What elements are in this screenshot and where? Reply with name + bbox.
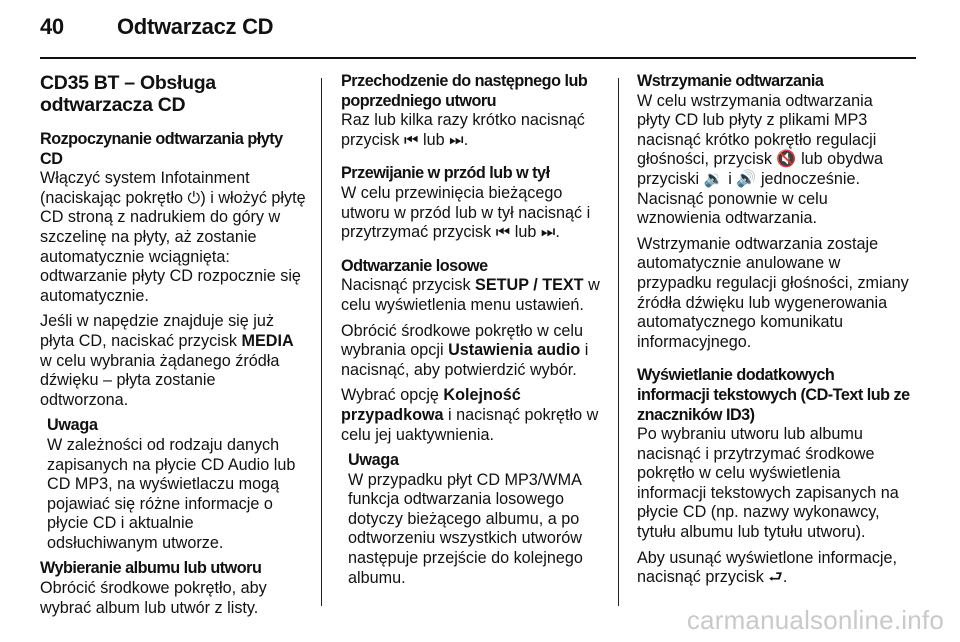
seek-text: W celu przewinięcia bieżącego utworu w przód lub w tył nacisnąć i przytrzymać przycisk ⏮ lub ⏭.: [341, 183, 591, 242]
pause-text: W celu wstrzymania odtwarzania płyty CD lub płyty z plikami MP3 nacisnąć krótko pokrętło regulacji głośności, przycisk 🔇 lub obydwa przyciski 🔉 i 🔊 jednocześnie. Nacisnąć ponownie w celu wznowienia odtwarzania.: [637, 91, 883, 228]
note-random-mp3: [348, 451, 609, 588]
next-track-text: Raz lub kilka razy krótko nacisnąć przycisk ⏮ lub ⏭.: [341, 111, 585, 149]
random-step-1: Nacisnąć przycisk SETUP / TEXT w celu wyświetlenia menu ustawień.: [341, 276, 600, 314]
pause-section: [637, 72, 910, 352]
album-select-heading: Wybieranie albumu lub utworu: [40, 559, 262, 578]
random-order-label: Kolejność przypadkowa: [341, 386, 521, 424]
media-button-label: MEDIA: [241, 331, 294, 350]
note-text: W przypadku płyt CD MP3/WMA funkcja odtwarzania losowego dotyczy bieżącego albumu, a po odtworzeniu wszystkich utworów następuje przejście do kolejnego albumu.: [348, 470, 583, 587]
column-divider-2: [618, 78, 619, 606]
pause-heading: Wstrzymanie odtwarzania: [637, 72, 824, 90]
section-title: CD35 BT – Obsługa odtwarzacza CD: [40, 72, 216, 116]
note-title: Uwaga: [348, 451, 399, 470]
page-header: [40, 14, 916, 52]
column-middle: [341, 72, 609, 594]
seek-heading: Przewijanie w przód lub w tył: [341, 164, 550, 183]
text-info-text: Po wybraniu utworu lub albumu nacisnąć i przytrzymać środkowe pokrętło w celu wyświetlenia informacji tekstowych zapisanych na płycie CD (np. nazwy wykonawcy, tytułu albumu lub tytułu utworu).: [637, 425, 899, 542]
pause-cancel-text: Wstrzymanie odtwarzania zostaje automatycznie anulowane w przypadku regulacji głośności, zmiany źródła dźwięku lub wygenerowania automatycznego komunikatu informacyjnego.: [637, 234, 909, 351]
audio-settings-label: Ustawienia audio: [448, 341, 581, 360]
start-playback-heading: Rozpoczynanie odtwarzania płyty CD: [40, 130, 283, 168]
note-text: W zależności od rodzaju danych zapisanych na płycie CD Audio lub CD MP3, na wyświetlaczu mogą pojawiać się różne informacje o płycie CD i aktualnie odsłuchiwanym utworze.: [47, 435, 296, 552]
chapter-title: Odtwarzacz CD: [117, 14, 274, 39]
start-playback-text: Włączyć system Infotainment (naciskając pokrętło ⏻) i włożyć płytę CD stroną z nadrukiem do góry w szczelinę na płyty, aż zostanie automatycznie wciągnięta: odtwarzanie płyty CD rozpocznie się automatycznie.: [40, 169, 306, 305]
text-info-section: [637, 366, 910, 588]
random-step-3: Wybrać opcję Kolejność przypadkowa i nacisnąć pokrętło w celu jej uaktywnienia.: [341, 386, 599, 444]
random-play-section: [341, 257, 609, 445]
column-right: [637, 72, 910, 602]
text-info-remove-text: Aby usunąć wyświetlone informacje, nacisnąć przycisk ⮐.: [637, 548, 898, 587]
page-number: 40: [40, 14, 64, 39]
note-cd-info: [47, 416, 308, 553]
media-button-text: Jeśli w napędzie znajduje się już płyta CD, naciskać przycisk MEDIA w celu wybrania żądanego źródła dźwięku – płyta zostanie odtworzona.: [40, 312, 294, 409]
column-divider-1: [321, 78, 322, 606]
watermark: carmanualsonline.info: [686, 605, 944, 635]
random-play-heading: Odtwarzanie losowe: [341, 256, 488, 275]
header-rule: [40, 57, 916, 59]
album-select-section: [40, 559, 308, 618]
seek-section: [341, 164, 609, 242]
text-info-heading: Wyświetlanie dodatkowych informacji tekstowych (CD-Text lub ze znaczników ID3): [637, 366, 910, 424]
album-select-text: Obrócić środkowe pokrętło, aby wybrać album lub utwór z listy.: [40, 579, 267, 617]
column-left: [40, 72, 308, 632]
setup-text-button-label: SETUP / TEXT: [475, 276, 584, 295]
random-step-2: Obrócić środkowe pokrętło w celu wybrania opcji Ustawienia audio i nacisnąć, aby potwierdzić wybór.: [341, 321, 589, 379]
next-track-section: [341, 72, 609, 150]
note-title: Uwaga: [47, 416, 98, 435]
start-playback-section: [40, 130, 308, 410]
next-track-heading: Przechodzenie do następnego lub poprzedniego utworu: [341, 72, 588, 110]
